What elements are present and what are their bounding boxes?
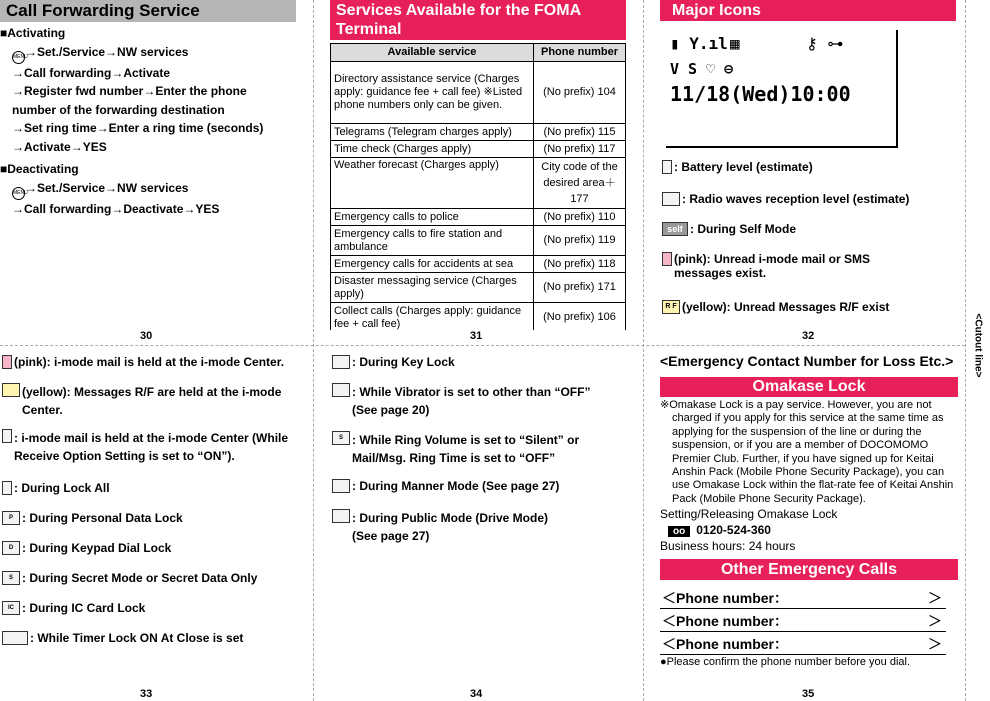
- lcd-datetime: 11/18(Wed)10:00: [670, 82, 851, 106]
- lock-all-icon: [2, 481, 12, 495]
- icon-item: : During Manner Mode (See page 27): [332, 479, 628, 509]
- icon-item: (pink): i-mode mail is held at the i-mode Center.: [2, 355, 302, 383]
- activating-step-5: →Set ring time→Enter a ring time (seconds): [12, 121, 264, 135]
- service-cell: Telegrams (Telegram charges apply): [331, 124, 534, 141]
- activating-step-4: number of the forwarding destination: [12, 102, 225, 117]
- page-34-panel: [332, 355, 628, 665]
- ic-card-lock-icon: IC: [2, 601, 20, 615]
- menu-key-icon: MENU: [12, 187, 25, 200]
- deactivating-heading: ■Deactivating: [0, 162, 79, 176]
- service-cell: Emergency calls to police: [331, 209, 534, 226]
- service-cell: Collect calls (Charges apply: guidance fee + call fee): [331, 303, 534, 331]
- activating-step-2: →Call forwarding→Activate: [12, 65, 171, 80]
- table-row: [331, 256, 626, 273]
- row-divider: [0, 345, 965, 346]
- page-30-title: Call Forwarding Service: [0, 0, 296, 22]
- column-divider-1: [313, 0, 314, 701]
- page-30-panel: [0, 0, 296, 345]
- personal-data-lock-icon: P: [2, 511, 20, 525]
- page-32-title: Major Icons: [660, 0, 956, 21]
- deactivating-step-2: →Call forwarding→Deactivate→YES: [12, 201, 220, 216]
- icon-item: D : During Keypad Dial Lock: [2, 541, 302, 571]
- table-row: [331, 158, 626, 209]
- self-mode-icon: self: [662, 222, 688, 236]
- icon-item: (yellow): Messages R/F are held at the i-mode Center.: [2, 383, 302, 429]
- icon-item: S : During Secret Mode or Secret Data Only: [2, 571, 302, 601]
- icon-item: : Battery level (estimate): [662, 160, 954, 192]
- icon-item: (pink): Unread i-mode mail or SMS messages exist.: [662, 252, 954, 300]
- omakase-phone: 0120-524-360: [696, 523, 771, 538]
- page-number-33: 33: [140, 688, 153, 700]
- page-number-31: 31: [470, 330, 483, 342]
- table-row: [331, 62, 626, 124]
- number-cell: (No prefix) 117: [534, 141, 626, 158]
- business-hours: Business hours: 24 hours: [660, 539, 796, 554]
- cutout-label-wrap: [968, 310, 988, 390]
- cutout-divider: [965, 0, 966, 701]
- deactivating-section: [0, 156, 296, 218]
- page-35-panel: [660, 353, 958, 687]
- number-cell: (No prefix) 118: [534, 256, 626, 273]
- omakase-lock-title: Omakase Lock: [660, 377, 958, 397]
- activating-step-3: →Register fwd number→Enter the phone: [12, 84, 247, 98]
- page-33-panel: [2, 355, 302, 665]
- secret-mode-lock-icon: S: [2, 571, 20, 585]
- column-divider-2: [643, 0, 644, 701]
- signal-icon: [662, 192, 680, 206]
- lcd-status-mid: ▦: [730, 34, 740, 53]
- header-service: Available service: [331, 44, 534, 62]
- vibrator-icon: [332, 383, 350, 397]
- phone-number-line[interactable]: ＜Phone number： ＞: [660, 586, 946, 609]
- icon-item: P : During Personal Data Lock: [2, 511, 302, 541]
- table-row: [331, 124, 626, 141]
- table-row: [331, 141, 626, 158]
- service-cell: Time check (Charges apply): [331, 141, 534, 158]
- service-cell: Emergency calls to fire station and ambulance: [331, 226, 534, 256]
- deactivating-step-1: →Set./Service→NW services: [25, 180, 189, 195]
- mail-icon: [662, 252, 672, 266]
- activating-step-6: →Activate→YES: [12, 139, 107, 154]
- table-row: [331, 226, 626, 256]
- messages-held-icon: [2, 383, 20, 397]
- icon-item: : i-mode mail is held at the i-mode Center (While Receive Option Setting is set to “ON”).: [2, 429, 302, 481]
- page-number-34: 34: [470, 688, 483, 700]
- page-31-panel: [330, 0, 626, 330]
- number-cell: (No prefix) 110: [534, 209, 626, 226]
- phone-number-line[interactable]: ＜Phone number： ＞: [660, 609, 946, 632]
- service-cell: Directory assistance service (Charges apply: guidance fee + call fee) ※Listed phone numbers only can be given.: [331, 62, 534, 124]
- page-number-32: 32: [802, 330, 815, 342]
- table-header-row: [331, 44, 626, 62]
- number-cell: (No prefix) 171: [534, 273, 626, 303]
- number-cell: (No prefix) 104: [534, 62, 626, 124]
- confirm-note: ●Please confirm the phone number before you dial.: [660, 656, 911, 669]
- icon-item: : Radio waves reception level (estimate): [662, 192, 954, 222]
- icon-item: IC : During IC Card Lock: [2, 601, 302, 631]
- public-mode-icon: [332, 509, 350, 523]
- manner-mode-icon: [332, 479, 350, 493]
- activating-section: [0, 22, 296, 156]
- mail-held-receive-icon: [2, 429, 12, 443]
- keypad-dial-lock-icon: D: [2, 541, 20, 555]
- lcd-status-row2: V S ♡ ⊖: [670, 60, 734, 78]
- number-cell: (No prefix) 115: [534, 124, 626, 141]
- key-lock-icon: [332, 355, 350, 369]
- icon-item: : While Timer Lock ON At Close is set: [2, 631, 302, 655]
- activating-heading: ■Activating: [0, 26, 66, 40]
- cutout-label: <Cutout line>: [972, 313, 984, 378]
- table-row: [331, 273, 626, 303]
- lcd-status-right: ⚷ ⊶: [806, 34, 844, 53]
- page-number-35: 35: [802, 688, 815, 700]
- page-number-30: 30: [140, 330, 153, 342]
- number-cell: (No prefix) 106: [534, 303, 626, 331]
- phone-number-line[interactable]: ＜Phone number： ＞: [660, 632, 946, 655]
- free-dial-line: [660, 523, 958, 537]
- icon-item: R F (yellow): Unread Messages R/F exist: [662, 300, 954, 320]
- service-cell: Disaster messaging service (Charges apply): [331, 273, 534, 303]
- mail-held-icon: [2, 355, 12, 369]
- header-phone-number: Phone number: [534, 44, 626, 62]
- free-dial-icon: oo: [668, 526, 690, 537]
- table-row: [331, 209, 626, 226]
- service-cell: Emergency calls for accidents at sea: [331, 256, 534, 273]
- icon-item: : During Lock All: [2, 481, 302, 511]
- number-cell: City code of the desired area＋177: [534, 158, 626, 209]
- icon-item: : During Public Mode (Drive Mode) (See page 27): [332, 509, 628, 549]
- services-table: [330, 43, 626, 330]
- icon-item: : While Vibrator is set to other than “OFF” (See page 20): [332, 383, 628, 431]
- omakase-note: ※Omakase Lock is a pay service. However, you are not charged if you apply for this service at the same time as applying for the suspension of the line or during the suspension, or if you are a member of DOCOMOMO Premier Club. Further, if you have signed up for Keitai Anshin Pack (Mobile Phone Security Package), you can use Omakase Lock within the flat-rate fee of Keitai Anshin Pack (Mobile Phone Security Package).: [660, 399, 954, 505]
- icon-item: self : During Self Mode: [662, 222, 954, 252]
- omakase-setting: Setting/Releasing Omakase Lock: [660, 507, 838, 522]
- activating-step-1: →Set./Service→NW services: [25, 44, 189, 59]
- icon-item: S : While Ring Volume is set to “Silent” or Mail/Msg. Ring Time is set to “OFF”: [332, 431, 628, 479]
- page-31-title: Services Available for the FOMA Terminal: [330, 0, 626, 40]
- lcd-screen: [666, 30, 898, 148]
- battery-icon: [662, 160, 672, 174]
- phone-number-lines: [660, 586, 946, 655]
- menu-key-icon: MENU: [12, 51, 25, 64]
- number-cell: (No prefix) 119: [534, 226, 626, 256]
- service-cell: Weather forecast (Charges apply): [331, 158, 534, 209]
- rf-icon: R F: [662, 300, 680, 314]
- icon-item: : During Key Lock: [332, 355, 628, 383]
- other-emergency-title: Other Emergency Calls: [660, 559, 958, 580]
- emergency-heading: <Emergency Contact Number for Loss Etc.>: [660, 353, 954, 369]
- table-row: [331, 303, 626, 331]
- timer-lock-icon: [2, 631, 28, 645]
- silent-icon: S: [332, 431, 350, 445]
- page-32-panel: [660, 0, 956, 330]
- lcd-status-left: ▮ Y.ıl: [670, 34, 728, 53]
